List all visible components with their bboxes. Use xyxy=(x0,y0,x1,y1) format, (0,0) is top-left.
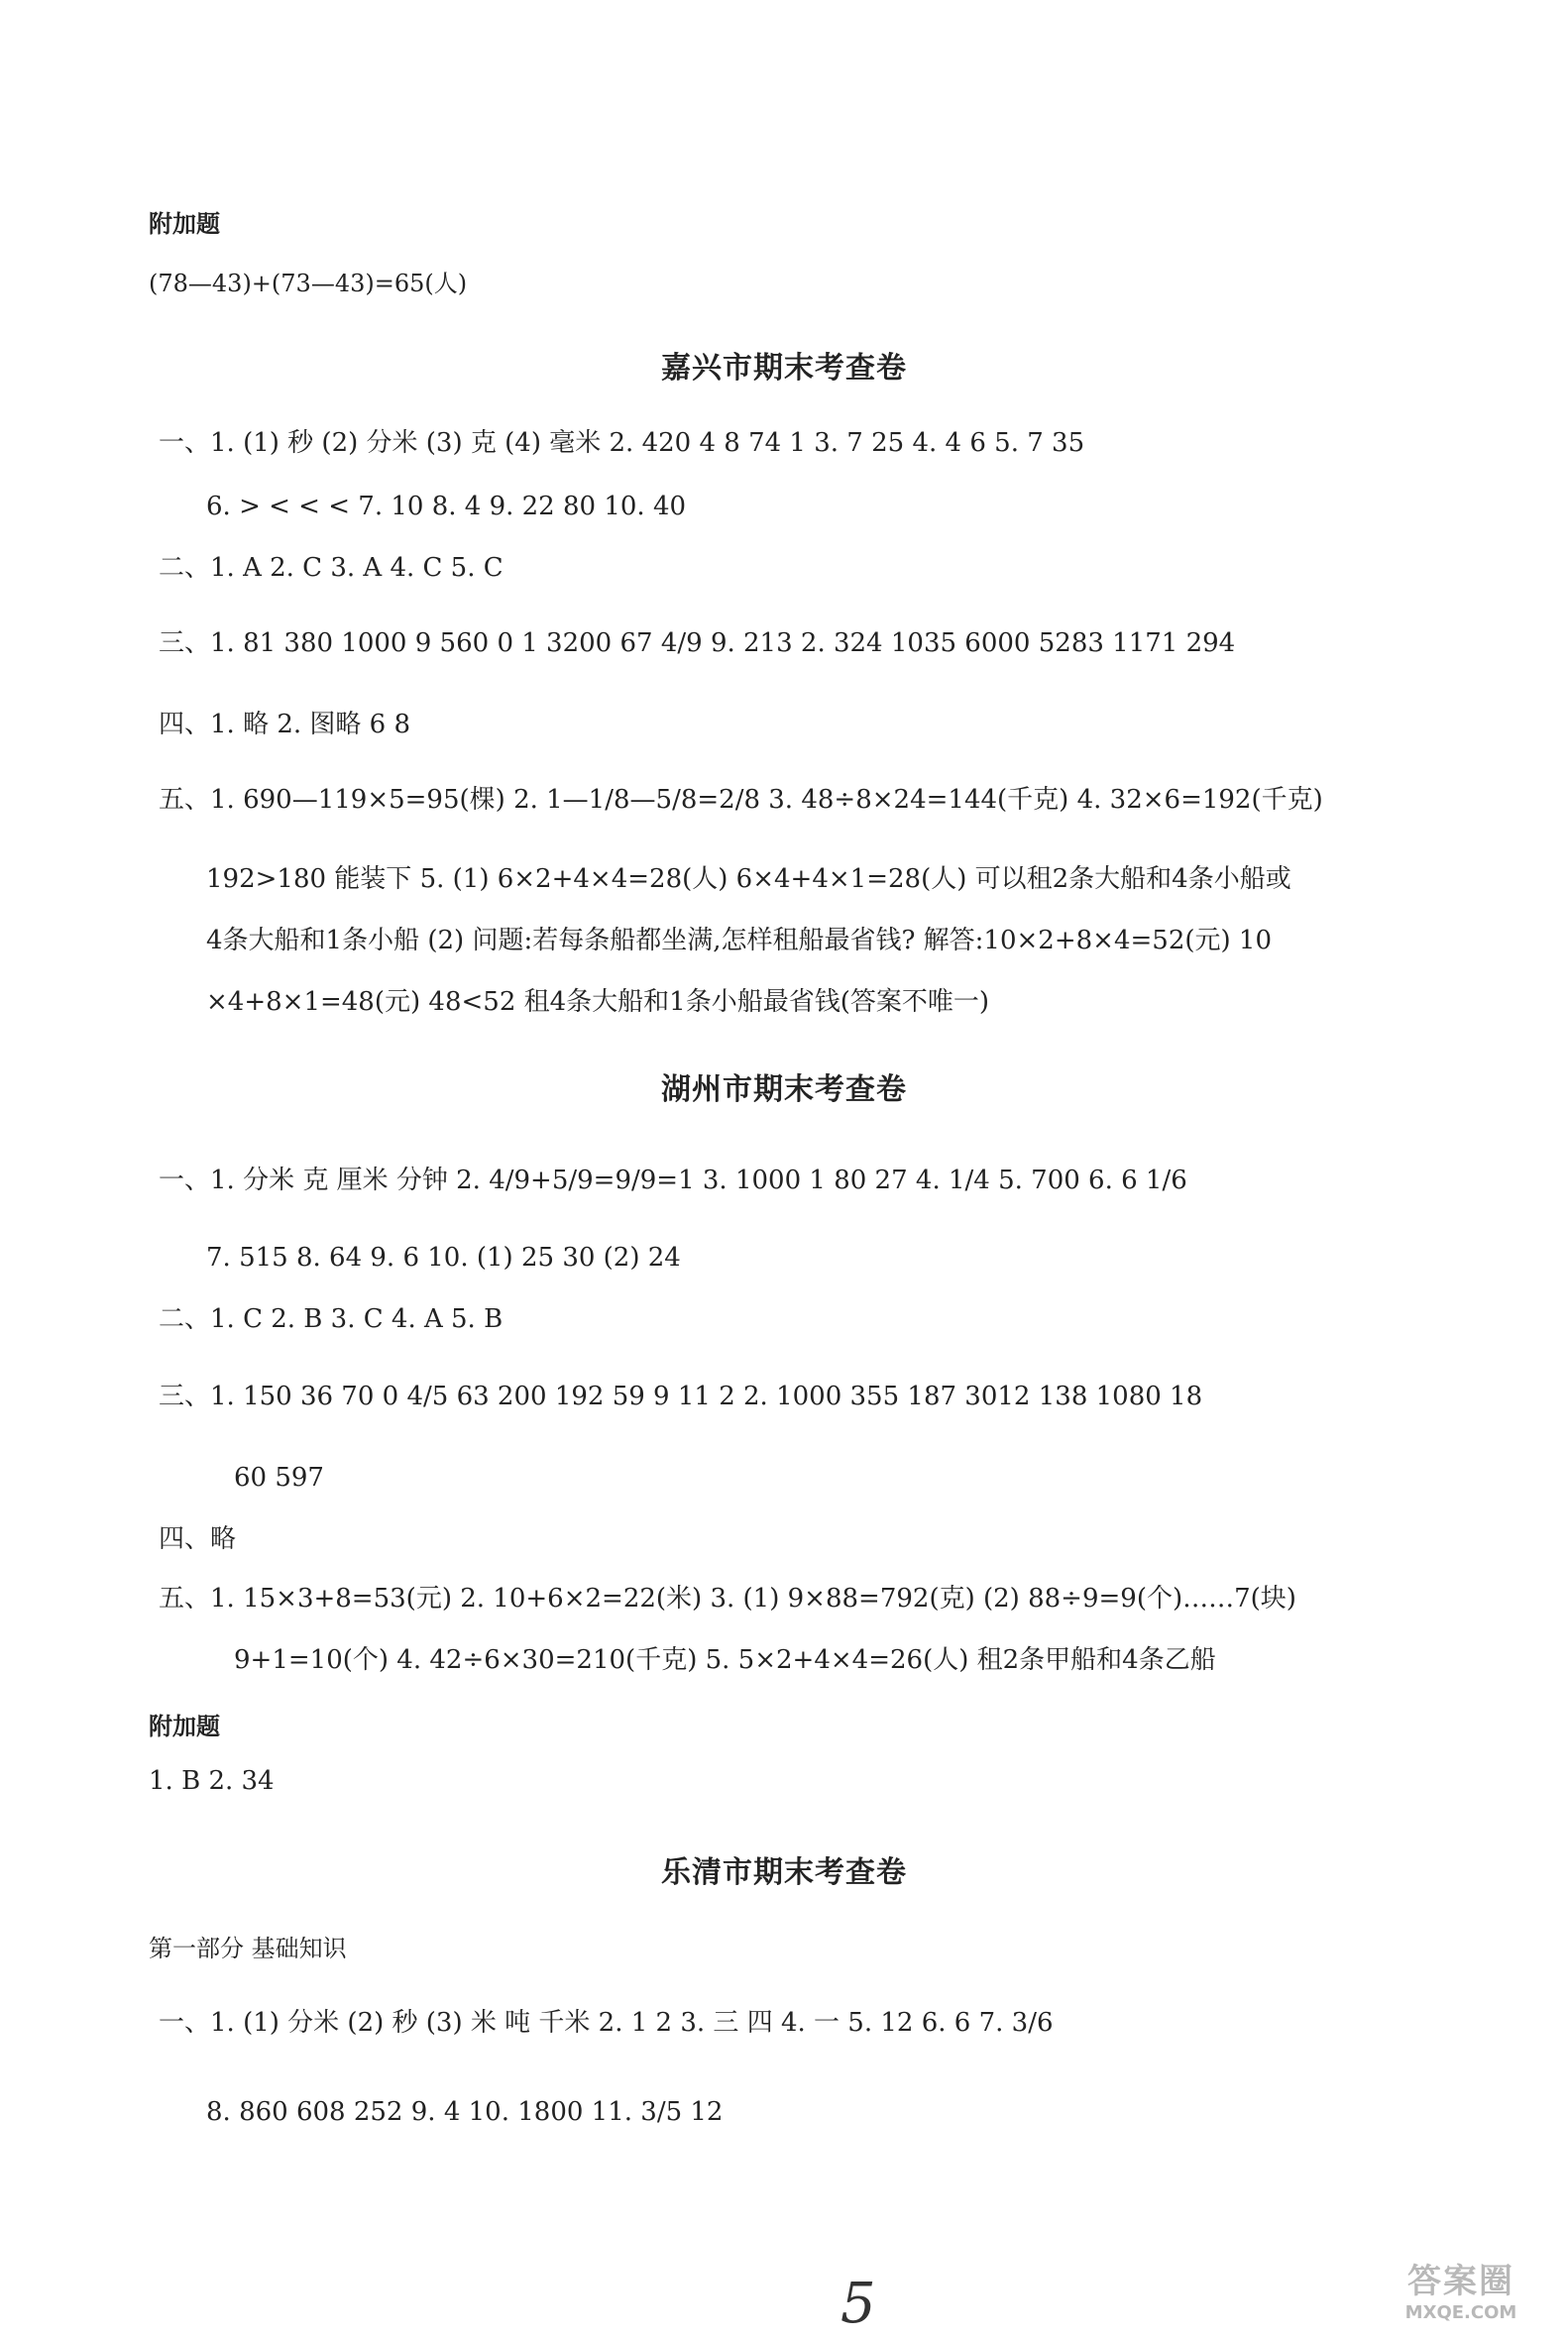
huzhou-line-8: 9+1=10(个) 4. 42÷6×30=210(千克) 5. 5×2+4×4=26(人) 租2条甲船和4条乙船 xyxy=(234,1645,1216,1675)
huzhou-line-2: 7. 515 8. 64 9. 6 10. (1) 25 30 (2) 24 xyxy=(206,1243,681,1273)
page-number: 5 xyxy=(840,2272,876,2336)
watermark-logo xyxy=(1362,2262,1560,2333)
part-heading: 第一部分 基础知识 xyxy=(149,1935,347,1962)
jiaxing-line-1: 一、1. (1) 秒 (2) 分米 (3) 克 (4) 毫米 2. 420 4 8 74 1 3. 7 25 4. 4 6 5. 7 35 xyxy=(159,428,1085,458)
extra-heading-huzhou: 附加题 xyxy=(149,1713,220,1740)
section-title-yueqing: 乐清市期末考查卷 xyxy=(661,1855,907,1890)
huzhou-line-6: 四、略 xyxy=(159,1524,237,1554)
section-title-jiaxing: 嘉兴市期末考查卷 xyxy=(661,351,907,386)
jiaxing-line-3: 二、1. A 2. C 3. A 4. C 5. C xyxy=(159,553,504,583)
huzhou-line-3: 二、1. C 2. B 3. C 4. A 5. B xyxy=(159,1304,504,1334)
huzhou-extra-line: 1. B 2. 34 xyxy=(149,1766,275,1796)
huzhou-line-1: 一、1. 分米 克 厘米 分钟 2. 4/9+5/9=9/9=1 3. 1000 1 80 27 4. 1/4 5. 700 6. 6 1/6 xyxy=(159,1166,1187,1195)
yueqing-line-2: 8. 860 608 252 9. 4 10. 1800 11. 3/5 12 xyxy=(206,2097,724,2127)
jiaxing-line-6: 五、1. 690—119×5=95(棵) 2. 1—1/8—5/8=2/8 3. 48÷8×24=144(千克) 4. 32×6=192(千克) xyxy=(159,785,1323,815)
jiaxing-line-2: 6. > < < < 7. 10 8. 4 9. 22 80 10. 40 xyxy=(206,492,687,521)
watermark-top-text: 答案圈 xyxy=(1407,2262,1514,2301)
jiaxing-line-9: ×4+8×1=48(元) 48<52 租4条大船和1条小船最省钱(答案不唯一) xyxy=(206,987,989,1017)
yueqing-line-1: 一、1. (1) 分米 (2) 秒 (3) 米 吨 千米 2. 1 2 3. 三 四 4. 一 5. 12 6. 6 7. 3/6 xyxy=(159,2008,1054,2038)
jiaxing-line-7: 192>180 能装下 5. (1) 6×2+4×4=28(人) 6×4+4×1=28(人) 可以租2条大船和4条小船或 xyxy=(206,864,1291,894)
extra-answer-line: (78—43)+(73—43)=65(人) xyxy=(149,270,468,297)
section-title-huzhou: 湖州市期末考查卷 xyxy=(661,1072,907,1107)
huzhou-line-5: 60 597 xyxy=(234,1463,324,1493)
jiaxing-line-5: 四、1. 略 2. 图略 6 8 xyxy=(159,710,411,739)
huzhou-line-7: 五、1. 15×3+8=53(元) 2. 10+6×2=22(米) 3. (1) 9×88=792(克) (2) 88÷9=9(个)……7(块) xyxy=(159,1584,1296,1614)
watermark-bottom-text: MXQE.COM xyxy=(1404,2302,1517,2323)
huzhou-line-4: 三、1. 150 36 70 0 4/5 63 200 192 59 9 11 2 2. 1000 355 187 3012 138 1080 18 xyxy=(159,1382,1203,1411)
jiaxing-line-4: 三、1. 81 380 1000 9 560 0 1 3200 67 4/9 9. 213 2. 324 1035 6000 5283 1171 294 xyxy=(159,628,1236,658)
jiaxing-line-8: 4条大船和1条小船 (2) 问题:若每条船都坐满,怎样租船最省钱? 解答:10×2+8×4=52(元) 10 xyxy=(206,926,1273,955)
extra-heading-top: 附加题 xyxy=(149,210,220,238)
